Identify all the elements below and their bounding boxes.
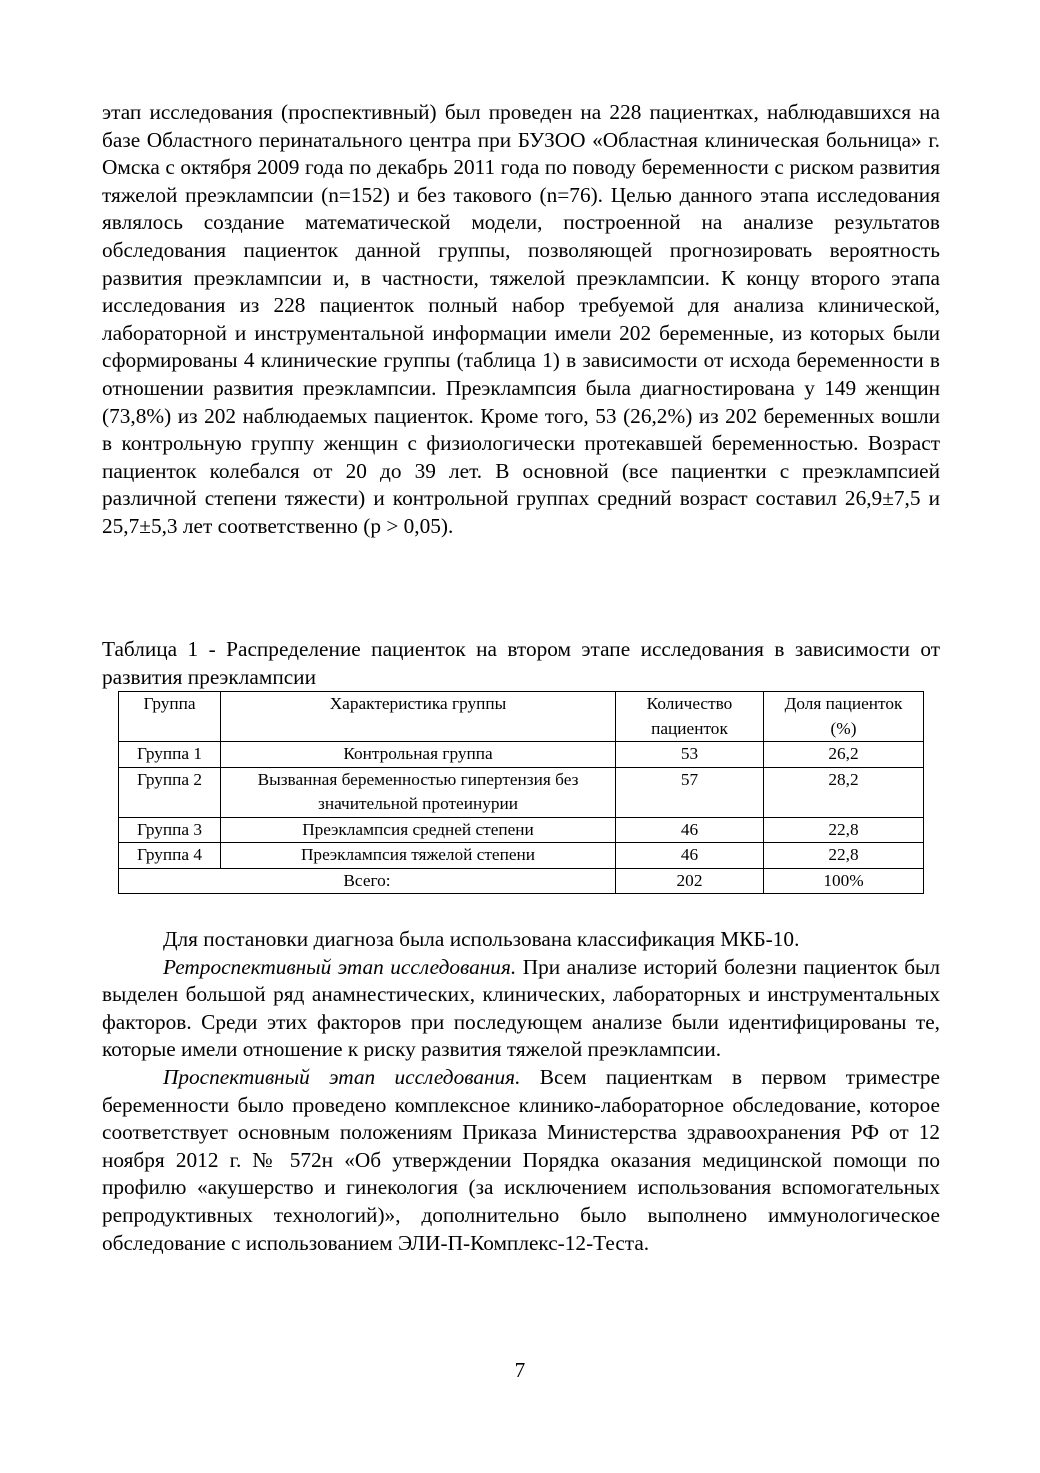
total-count: 202 bbox=[616, 868, 764, 894]
intro-section bbox=[102, 99, 940, 541]
table-row bbox=[119, 767, 924, 817]
row-group: Группа 1 bbox=[119, 742, 221, 768]
header-share: Доля пациенток (%) bbox=[764, 692, 924, 742]
header-group: Группа bbox=[119, 692, 221, 742]
prospective-heading: Проспективный этап исследования. bbox=[163, 1064, 521, 1089]
row-share: 22,8 bbox=[764, 843, 924, 869]
row-count: 57 bbox=[616, 767, 764, 817]
header-count: Количество пациенток bbox=[616, 692, 764, 742]
methods-section bbox=[102, 926, 940, 1257]
table-row bbox=[119, 843, 924, 869]
table-total-row bbox=[119, 868, 924, 894]
row-share: 26,2 bbox=[764, 742, 924, 768]
row-group: Группа 2 bbox=[119, 767, 221, 817]
total-label: Всего: bbox=[119, 868, 616, 894]
row-group: Группа 3 bbox=[119, 817, 221, 843]
table-caption: Таблица 1 - Распределение пациенток на втором этапе исследования в зависимости от развития преэклампсии bbox=[102, 637, 940, 689]
table-row bbox=[119, 817, 924, 843]
retrospective-heading: Ретроспективный этап исследования. bbox=[163, 954, 517, 979]
row-count: 53 bbox=[616, 742, 764, 768]
row-count: 46 bbox=[616, 817, 764, 843]
prospective-paragraph bbox=[102, 1064, 940, 1257]
header-description: Характеристика группы bbox=[221, 692, 616, 742]
row-share: 22,8 bbox=[764, 817, 924, 843]
table-row bbox=[119, 742, 924, 768]
row-description: Вызванная беременностью гипертензия без значительной протеинурии bbox=[221, 767, 616, 817]
retrospective-text: При анализе историй болезни пациенток был выделен большой ряд анамнестических, клинических, лабораторных и инструментальных факторов. Среди этих факторов при последующем анализе были идентифицированы те, которые имели отношение к риску развития тяжелой преэклампсии. bbox=[102, 954, 940, 1062]
row-description: Преэклампсия тяжелой степени bbox=[221, 843, 616, 869]
retrospective-paragraph bbox=[102, 954, 940, 1064]
row-group: Группа 4 bbox=[119, 843, 221, 869]
page-number: 7 bbox=[514, 1358, 526, 1382]
row-description: Контрольная группа bbox=[221, 742, 616, 768]
total-share: 100% bbox=[764, 868, 924, 894]
intro-paragraph: этап исследования (проспективный) был проведен на 228 пациентках, наблюдавшихся на базе Областного перинатального центра при БУЗОО «Областная клиническая больница» г. Омска с октября 2009 года по декабрь 2011 года по поводу беременности с риском развития тяжелой преэклампсии (n=152) и без такового (n=76). Целью данного этапа исследования являлось создание математической модели, построенной на анализе результатов обследования пациенток данной группы, позволяющей прогнозировать вероятность развития преэклампсии и, в частности, тяжелой преэклампсии. К концу второго этапа исследования из 228 пациенток полный набор требуемой для анализа клинической, лабораторной и инструментальной информации имели 202 беременные, из которых были сформированы 4 клинические группы (таблица 1) в зависимости от исхода беременности в отношении развития преэклампсии. Преэклампсия была диагностирована у 149 женщин (73,8%) из 202 наблюдаемых пациенток. Кроме того, 53 (26,2%) из 202 беременных вошли в контрольную группу женщин с физиологически протекавшей беременностью. Возраст пациенток колебался от 20 до 39 лет. В основной (все пациентки с преэклампсией различной степени тяжести) и контрольной группах средний возраст составил 26,9±7,5 и 25,7±5,3 лет соответственно (p > 0,05). bbox=[102, 100, 940, 538]
row-share: 28,2 bbox=[764, 767, 924, 817]
row-count: 46 bbox=[616, 843, 764, 869]
prospective-text: Всем пациенткам в первом триместре беременности было проведено комплексное клинико-лабораторное обследование, которое соответствует основным положениям Приказа Министерства здравоохранения РФ от 12 ноября 2012 г. № 572н «Об утверждении Порядка оказания медицинской помощи по профилю «акушерство и гинекология (за исключением использования вспомогательных репродуктивных технологий)», дополнительно было выполнено иммунологическое обследование с использованием ЭЛИ-П-Комплекс-12-Теста. bbox=[102, 1064, 940, 1255]
row-description: Преэклампсия средней степени bbox=[221, 817, 616, 843]
diagnosis-paragraph: Для постановки диагноза была использована классификация МКБ-10. bbox=[163, 927, 800, 951]
table-header-row bbox=[119, 692, 924, 742]
patient-distribution-table bbox=[118, 691, 924, 894]
